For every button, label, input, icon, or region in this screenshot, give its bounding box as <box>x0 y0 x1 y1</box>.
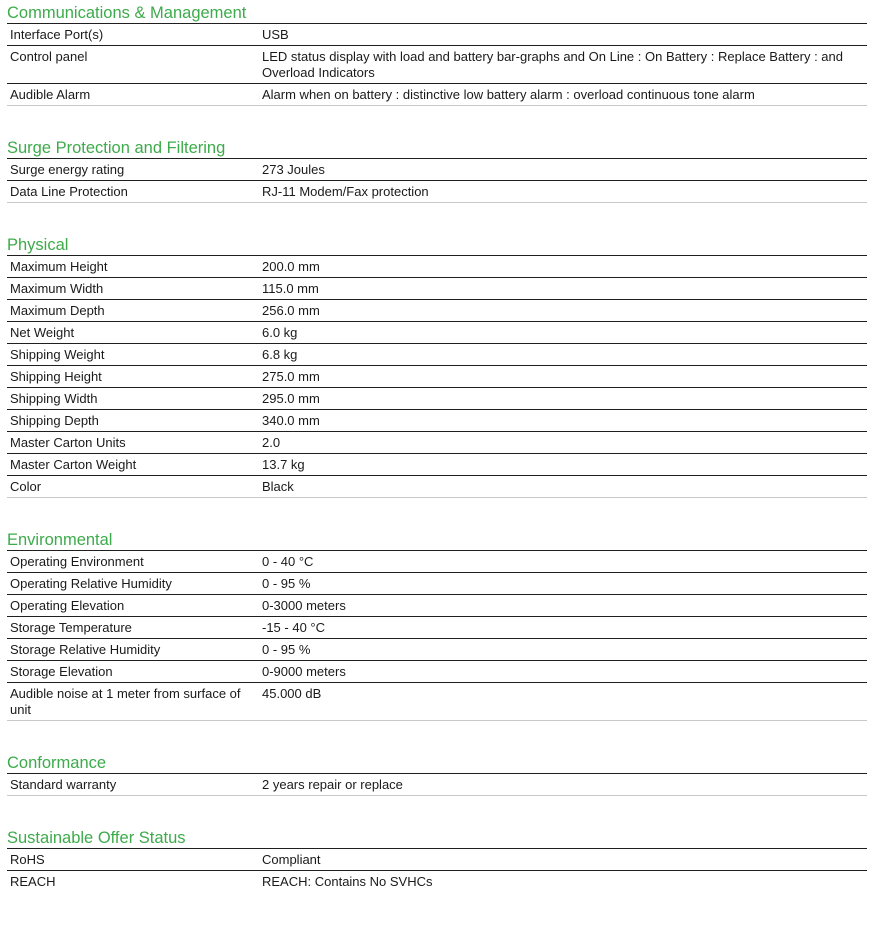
spec-row <box>7 365 867 387</box>
section-divider <box>7 795 867 796</box>
spec-value: Alarm when on battery : distinctive low battery alarm : overload continuous tone alarm <box>262 87 755 102</box>
spec-row <box>7 431 867 453</box>
spec-value: Compliant <box>262 852 321 867</box>
spec-label: Color <box>10 479 42 494</box>
spec-value: 6.0 kg <box>262 325 298 340</box>
spec-value: 6.8 kg <box>262 347 298 362</box>
spec-row <box>7 158 867 180</box>
section-title: Environmental <box>7 531 113 549</box>
spec-label: Master Carton Units <box>10 435 126 450</box>
section-environmental <box>7 530 867 721</box>
spec-label: Interface Port(s) <box>10 27 104 42</box>
section-title: Conformance <box>7 754 107 772</box>
spec-row <box>7 23 867 45</box>
spec-value: 0-9000 meters <box>262 664 346 679</box>
section-title: Physical <box>7 236 69 254</box>
spec-row <box>7 387 867 409</box>
spec-row <box>7 453 867 475</box>
section-physical <box>7 235 867 498</box>
spec-row <box>7 277 867 299</box>
spec-row <box>7 83 867 105</box>
spec-row <box>7 616 867 638</box>
spec-row <box>7 870 867 892</box>
spec-value: 115.0 mm <box>262 281 319 296</box>
spec-value: 275.0 mm <box>262 369 320 384</box>
spec-row <box>7 343 867 365</box>
spec-label: Master Carton Weight <box>10 457 137 472</box>
spec-row <box>7 299 867 321</box>
spec-value: 0 - 95 % <box>262 576 311 591</box>
spec-label: Audible Alarm <box>10 87 91 102</box>
section-title: Sustainable Offer Status <box>7 829 186 847</box>
spec-value: 0 - 95 % <box>262 642 311 657</box>
spec-value: 2.0 <box>262 435 281 450</box>
spec-row <box>7 409 867 431</box>
spec-value: USB <box>262 27 289 42</box>
spec-value: 340.0 mm <box>262 413 320 428</box>
spec-label: Shipping Height <box>10 369 102 384</box>
spec-value: 2 years repair or replace <box>262 777 403 792</box>
spec-row <box>7 660 867 682</box>
spec-value: LED status display with load and battery bar-graphs and On Line : On Battery : Replace Battery : and Overload Indicators <box>262 49 843 80</box>
spec-label: Surge energy rating <box>10 162 125 177</box>
spec-row <box>7 594 867 616</box>
spec-label: Storage Relative Humidity <box>10 642 161 657</box>
spec-value: 0 - 40 °C <box>262 554 314 569</box>
spec-label: Storage Elevation <box>10 664 113 679</box>
spec-row <box>7 180 867 202</box>
spec-label: Net Weight <box>10 325 75 340</box>
spec-label: REACH <box>10 874 56 889</box>
spec-row <box>7 550 867 572</box>
spec-label: Control panel <box>10 49 88 64</box>
spec-value: 45.000 dB <box>262 686 322 701</box>
section-divider <box>7 497 867 498</box>
spec-label: Operating Elevation <box>10 598 125 613</box>
spec-value: 256.0 mm <box>262 303 320 318</box>
section-title: Surge Protection and Filtering <box>7 139 226 157</box>
spec-row <box>7 682 867 720</box>
spec-value: REACH: Contains No SVHCs <box>262 874 433 889</box>
spec-row <box>7 475 867 497</box>
spec-label: Maximum Height <box>10 259 108 274</box>
spec-value: 13.7 kg <box>262 457 305 472</box>
spec-value: 295.0 mm <box>262 391 320 406</box>
spec-label: Operating Environment <box>10 554 144 569</box>
spec-label: Shipping Width <box>10 391 98 406</box>
section-title: Communications & Management <box>7 4 247 22</box>
spec-row <box>7 773 867 795</box>
section-divider <box>7 105 867 106</box>
section-surge-protection <box>7 138 867 203</box>
spec-value: 200.0 mm <box>262 259 320 274</box>
section-divider <box>7 202 867 203</box>
spec-label: Data Line Protection <box>10 184 128 199</box>
spec-row <box>7 572 867 594</box>
spec-row <box>7 321 867 343</box>
section-conformance <box>7 753 867 796</box>
spec-label: Maximum Width <box>10 281 104 296</box>
spec-label: Audible noise at 1 meter from surface of unit <box>10 686 241 717</box>
spec-label: Shipping Depth <box>10 413 99 428</box>
section-divider <box>7 720 867 721</box>
section-communications-management <box>7 3 867 106</box>
spec-value: 0-3000 meters <box>262 598 346 613</box>
spec-row <box>7 638 867 660</box>
spec-label: Storage Temperature <box>10 620 132 635</box>
spec-value: Black <box>262 479 294 494</box>
spec-sheet <box>0 3 867 892</box>
spec-value: 273 Joules <box>262 162 325 177</box>
spec-label: Operating Relative Humidity <box>10 576 172 591</box>
spec-label: Shipping Weight <box>10 347 105 362</box>
spec-value: -15 - 40 °C <box>262 620 326 635</box>
spec-label: RoHS <box>10 852 45 867</box>
spec-value: RJ-11 Modem/Fax protection <box>262 184 429 199</box>
spec-row <box>7 848 867 870</box>
spec-row <box>7 45 867 83</box>
spec-label: Maximum Depth <box>10 303 105 318</box>
spec-label: Standard warranty <box>10 777 117 792</box>
section-sustainable-offer-status <box>7 828 867 892</box>
spec-row <box>7 255 867 277</box>
